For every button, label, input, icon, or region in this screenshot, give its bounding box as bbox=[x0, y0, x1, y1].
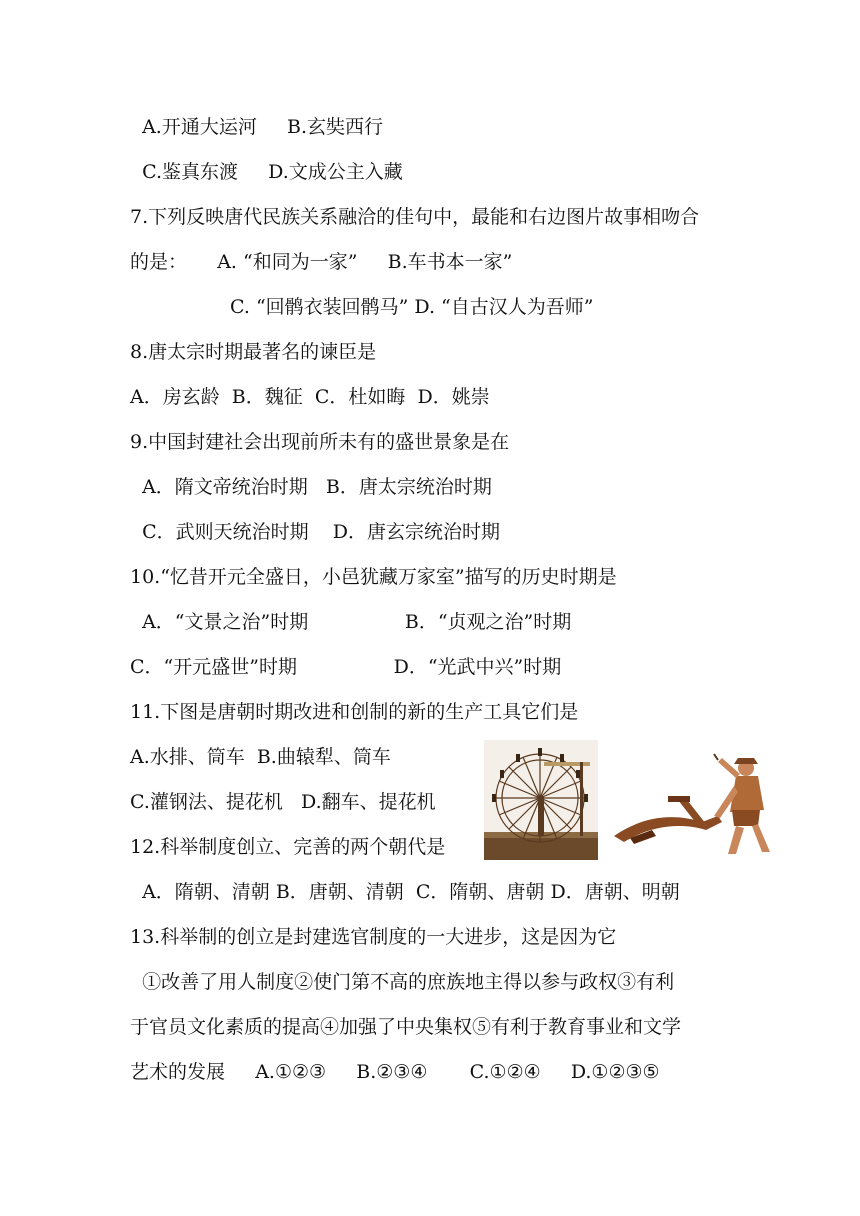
question-13-body-3-options: 艺术的发展 A.①②③ B.②③④ C.①②④ D.①②③⑤ bbox=[130, 1061, 660, 1083]
question-11-options-c-d: C.灌钢法、提花机 D.翻车、提花机 bbox=[130, 791, 436, 813]
question-8-options: A．房玄龄 B．魏征 C．杜如晦 D．姚崇 bbox=[130, 386, 490, 408]
question-11-stem: 11.下图是唐朝时期改进和创制的新的生产工具它们是 bbox=[130, 701, 579, 723]
question-8-stem: 8.唐太宗时期最著名的谏臣是 bbox=[130, 341, 377, 363]
question-7-stem: 7.下列反映唐代民族关系融洽的佳句中，最能和右边图片故事相吻合 bbox=[130, 206, 700, 228]
question-9-options-a-b: A．隋文帝统治时期 B．唐太宗统治时期 bbox=[130, 476, 492, 498]
question-13-body-1: ①改善了用人制度②使门第不高的庶族地主得以参与政权③有利 bbox=[130, 971, 675, 993]
question-10-options-a-b: A．“文景之治”时期 B．“贞观之治”时期 bbox=[130, 611, 572, 633]
line-6-options-c-d: C.鉴真东渡 D.文成公主入藏 bbox=[130, 161, 403, 183]
water-wheel-image bbox=[484, 740, 598, 860]
question-12-options: A．隋朝、清朝 B．唐朝、清朝 C．隋朝、唐朝 D．唐朝、明朝 bbox=[130, 881, 680, 903]
question-13-stem: 13.科举制的创立是封建选官制度的一大进步，这是因为它 bbox=[130, 926, 617, 948]
question-7-options-c-d: C. “回鹘衣装回鹘马” D. “自古汉人为吾师” bbox=[230, 296, 594, 318]
question-9-stem: 9.中国封建社会出现前所未有的盛世景象是在 bbox=[130, 431, 510, 453]
question-9-options-c-d: C．武则天统治时期 D．唐玄宗统治时期 bbox=[130, 521, 501, 543]
question-13-body-2: 于官员文化素质的提高④加强了中央集权⑤有利于教育事业和文学 bbox=[130, 1016, 682, 1038]
question-12-stem: 12.科举制度创立、完善的两个朝代是 bbox=[130, 836, 446, 858]
question-11-options-a-b: A.水排、筒车 B.曲辕犁、筒车 bbox=[130, 746, 391, 768]
question-7-options-a-b: 的是： A. “和同为一家” B.车书本一家” bbox=[130, 251, 513, 273]
line-6-options-a-b: A.开通大运河 B.玄奘西行 bbox=[130, 116, 384, 138]
curved-plow-image bbox=[610, 752, 782, 858]
question-10-stem: 10.“忆昔开元全盛日，小邑犹藏万家室”描写的历史时期是 bbox=[130, 566, 617, 588]
question-10-options-c-d: C．“开元盛世”时期 D．“光武中兴”时期 bbox=[130, 656, 562, 678]
